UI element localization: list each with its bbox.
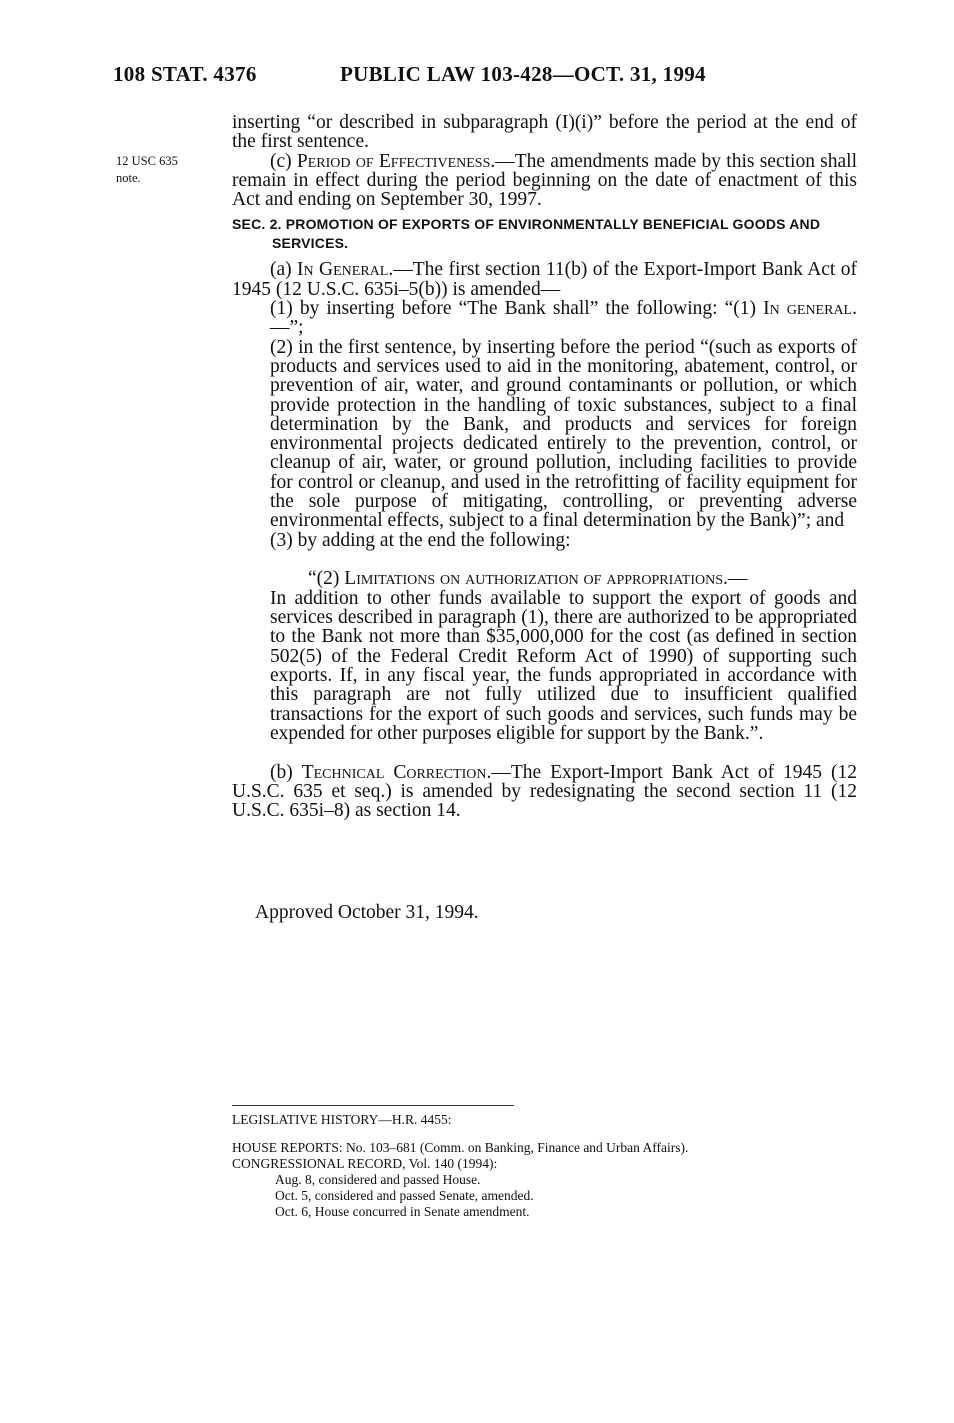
quoted-paragraph [232,569,857,743]
subsection-c-text: —The amendments made by this section shall remain in effect during the period beginning on the date of enactment of this Act and ending on September 30, 1997. [232,150,858,211]
subsection-b-label: (b) [270,761,302,783]
public-law-header: PUBLIC LAW 103-428—OCT. 31, 1994 [340,62,706,86]
subsection-b-text: —The Export-Import Bank Act of 1945 (12 U.S.C. 635 et seq.) is amended by redesignating the second section 11 (12 U.S.C. 635i–8) as section 14. [232,761,857,822]
history-entry: Oct. 5, considered and passed Senate, amended. [275,1188,534,1203]
statute-page-reference: 108 STAT. 4376 [113,62,257,86]
house-reports: HOUSE REPORTS: No. 103–681 (Comm. on Banking, Finance and Urban Affairs). [232,1140,689,1155]
list-item-1-end: —”; [270,317,304,339]
quoted-paragraph-text: In addition to other funds available to support the export of goods and services described in paragraph (1), there are authorized to be appropriated to the Bank not more than $35,000,000 for the cost (as defined in section 502(5) of the Federal Credit Reform Act of 1990) of supporting such exports. If, in any fiscal year, the funds appropriated in accordance with this paragraph are not fully utilized due to insufficient qualified transactions for the export of such goods and services, such funds may be expended for other purposes eligible for support by the Bank.”. [270,587,857,744]
list-item-2: (2) in the first sentence, by inserting before the period “(such as exports of products and services used to aid in the monitoring, abatement, control, or prevention of air, water, and ground contaminants or pollution, or which provide protection in the handling of toxic substances, subject to a final determination by the Bank, and products and services for foreign environmental projects dedicated entirely to the prevention, control, or cleanup of air, water, or ground pollution, including facilities to provide for control or cleanup, and used in the retrofitting of facility equipment for the sole purpose of mitigating, controlling, or preventing adverse environmental effects, subject to a final determination by the Bank)”; and [270,336,857,532]
congressional-record: CONGRESSIONAL RECORD, Vol. 140 (1994): [232,1156,498,1171]
margin-note-citation: 12 USC 635 [116,154,178,168]
section-2-heading: SEC. 2. PROMOTION OF EXPORTS OF ENVIRONMENTALLY BENEFICIAL GOODS AND SERVICES. [232,216,821,252]
list-item-1-smallcaps: In general. [763,298,857,320]
margin-note [116,153,226,187]
subsection-c-heading: Period of Effectiveness. [296,150,496,172]
subsection-a-text: —The first section 11(b) of the Export-Import Bank Act of 1945 (12 U.S.C. 635i–5(b)) is amended— [232,259,857,300]
quoted-paragraph-dash: — [727,568,748,590]
subsection-a-heading: In General. [297,259,394,281]
subsection-b-heading: Technical Correction. [301,761,492,783]
footnote-divider [232,1105,514,1106]
subsection-b [232,763,857,821]
approval-date: Approved October 31, 1994. [255,902,479,923]
legislative-history [232,1112,872,1220]
subsection-a-label: (a) [270,259,298,281]
history-entry: Oct. 6, House concurred in Senate amendment. [275,1204,530,1219]
list-item-1 [232,299,857,338]
quoted-paragraph-heading-line [270,569,857,588]
legislative-history-title: LEGISLATIVE HISTORY—H.R. 4455: [232,1112,452,1127]
body-text [232,113,857,821]
margin-note-label: note. [116,171,141,185]
list-item-3: (3) by adding at the end the following: [270,529,571,551]
intro-paragraph: inserting “or described in subparagraph (I)(i)” before the period at the end of the first sentence. [232,112,857,153]
list-item-1-text: (1) by inserting before “The Bank shall” the following: “(1) [270,298,764,320]
subsection-a [232,260,857,299]
quoted-paragraph-heading: Limitations on authorization of appropriations. [344,568,728,590]
subsection-c [232,152,857,210]
quoted-paragraph-number: “(2) [308,568,345,590]
subsection-c-label: (c) [270,150,297,172]
history-entry: Aug. 8, considered and passed House. [275,1172,481,1187]
